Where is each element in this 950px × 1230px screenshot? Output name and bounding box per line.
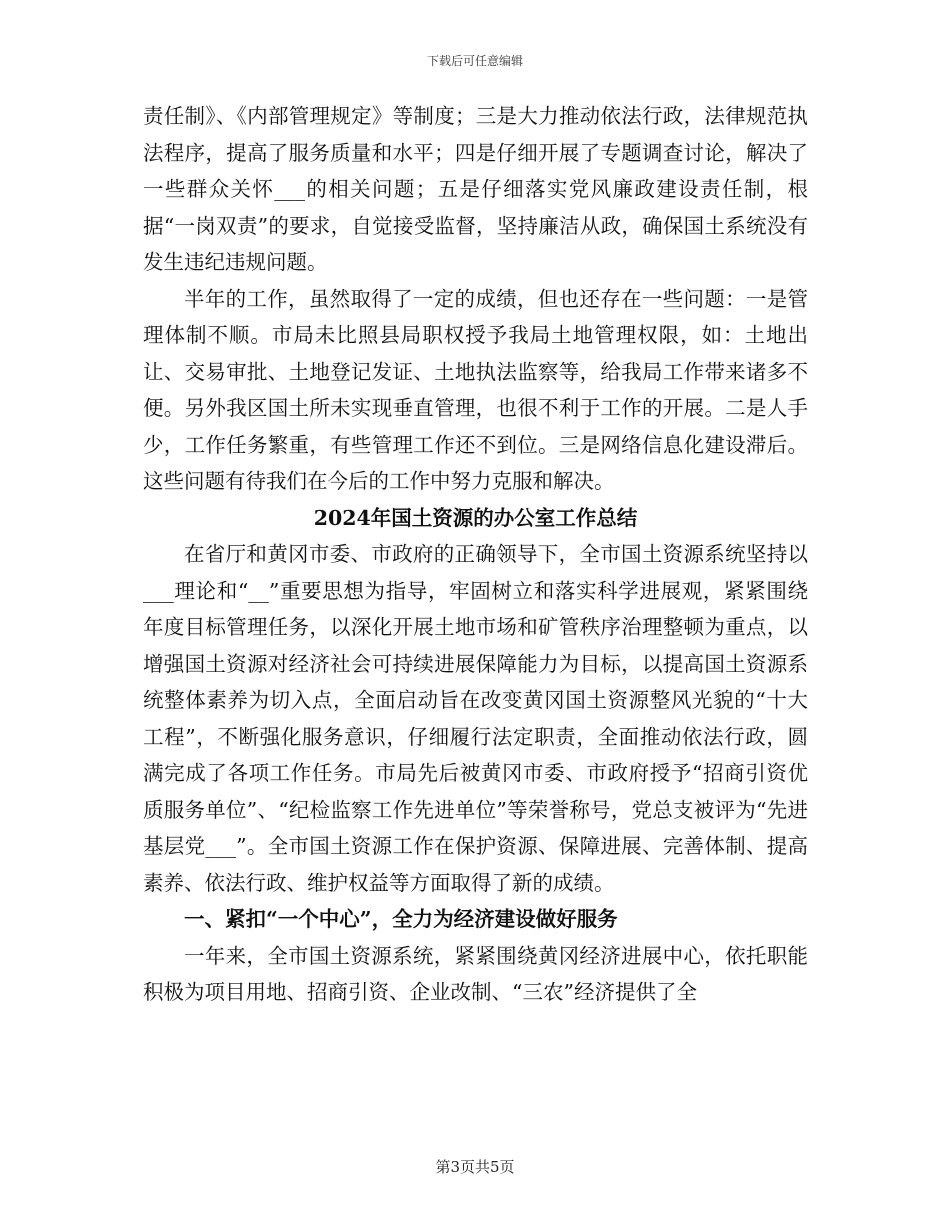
paragraph-half-year-problems: 半年的工作，虽然取得了一定的成绩，但也还存在一些问题：一是管理体制不顺。市局未比照县局职权授予我局土地管理权限，如：土地出让、交易审批、土地登记发证、土地执法监察等，给我局工作带来诸多不便。另外我区国土所未实现垂直管理，也很不利于工作的开展。二是人手少，工作任务繁重，有些管理工作还不到位。三是网络信息化建设滞后。这些问题有待我们在今后的工作中努力克服和解决。 [143,286,808,493]
paragraph-introduction: 在省厅和黄冈市委、市政府的正确领导下，全市国土资源系统坚持以___理论和“__”重要思想为指导，牢固树立和落实科学进展观，紧紧围绕年度目标管理任务，以深化开展土地市场和矿管秩序治理整顿为重点，以增强国土资源对经济社会可持续进展保障能力为目标，以提高国土资源系统整体素养为切入点，全面启动旨在改变黄冈国土资源整风光貌的“十大工程”，不断强化服务意识，仔细履行法定职责，全面推动依法行政，圆满完成了各项工作任务。市局先后被黄冈市委、市政府授予“招商引资优质服务单位”、“纪检监察工作先进单位”等荣誉称号，党总支被评为“先进基层党___”。全市国土资源工作在保护资源、保障进展、完善体制、提高素养、依法行政、维护权益等方面取得了新的成绩。 [143,542,808,895]
document-title: 2024年国土资源的办公室工作总结 [313,505,638,530]
page-header-note: 下载后可任意编辑 [426,54,523,68]
paragraph-section-one: 一年来，全市国土资源系统，紧紧围绕黄冈经济进展中心，依托职能积极为项目用地、招商引资、企业改制、“三农”经济提供了全 [143,943,808,1004]
section-heading-one: 一、紧扣“一个中心”，全力为经济建设做好服务 [184,907,618,931]
document-body [143,98,808,1011]
page-number-footer: 第3页共5页 [435,1158,515,1176]
paragraph-responsibility-system: 责任制》、《内部管理规定》等制度；三是大力推动依法行政，法律规范执法程序，提高了服务质量和水平；四是仔细开展了专题调查讨论，解决了一些群众关怀___的相关问题；五是仔细落实党风廉政建设责任制，根据“一岗双责”的要求，自觉接受监督，坚持廉洁从政，确保国土系统没有发生违纪违规问题。 [143,104,808,274]
